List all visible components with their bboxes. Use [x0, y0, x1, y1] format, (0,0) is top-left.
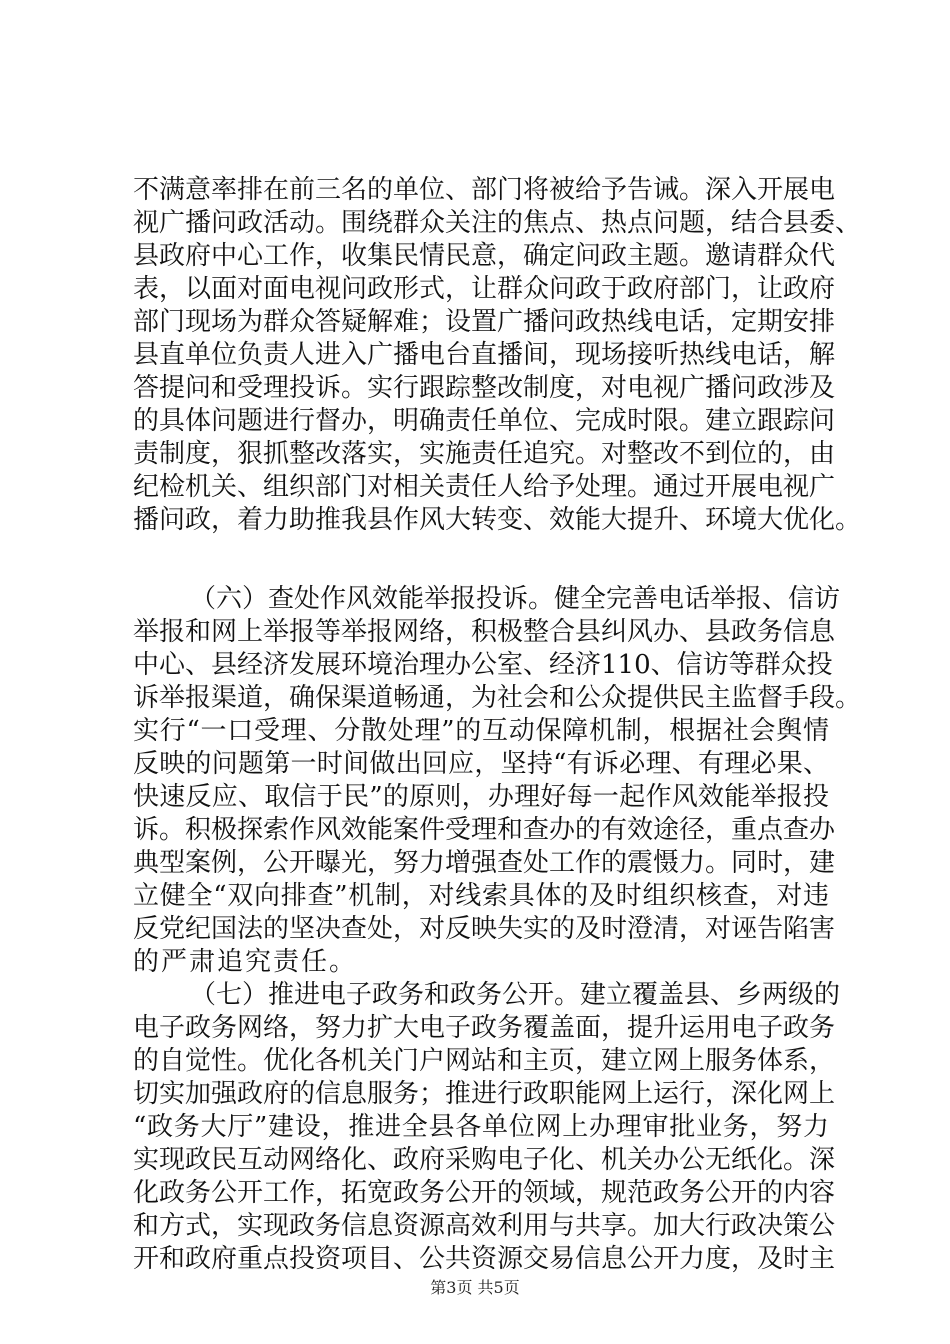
text-line: （六）查处作风效能举报投诉。健全完善电话举报、信访	[190, 584, 841, 614]
text-line: 县政府中心工作，收集民情民意，确定问政主题。邀请群众代	[133, 241, 836, 271]
text-line: 中心、县经济发展环境治理办公室、经济110、信访等群众投	[133, 650, 833, 680]
text-line: 的自觉性。优化各机关门户网站和主页，建立网上服务体系，	[133, 1046, 836, 1076]
page-number-footer: 第3页 共5页	[430, 1278, 520, 1297]
text-line: 纪检机关、组织部门对相关责任人给予处理。通过开展电视广	[133, 472, 836, 502]
text-line: 视广播问政活动。围绕群众关注的焦点、热点问题，结合县委、	[133, 208, 862, 238]
text-line: 诉举报渠道，确保渠道畅通，为社会和公众提供民主监督手段。	[133, 683, 862, 713]
text-line: 典型案例，公开曝光，努力增强查处工作的震慑力。同时，建	[133, 848, 836, 878]
text-line: 县直单位负责人进入广播电台直播间，现场接听热线电话，解	[133, 340, 836, 370]
text-line: 诉。积极探索作风效能案件受理和查办的有效途径，重点查办	[133, 815, 836, 845]
text-line: 举报和网上举报等举报网络，积极整合县纠风办、县政务信息	[133, 617, 836, 647]
text-line: 和方式，实现政务信息资源高效利用与共享。加大行政决策公	[133, 1211, 836, 1241]
text-line: 反党纪国法的坚决查处，对反映失实的及时澄清，对诬告陷害	[133, 914, 836, 944]
text-line: 开和政府重点投资项目、公共资源交易信息公开力度，及时主	[133, 1244, 836, 1274]
text-line: 切实加强政府的信息服务；推进行政职能网上运行，深化网上	[133, 1079, 836, 1109]
text-line: 实行“一口受理、分散处理”的互动保障机制，根据社会舆情	[133, 716, 829, 746]
text-line: “政务大厅”建设，推进全县各单位网上办理审批业务，努力	[133, 1112, 829, 1142]
text-line: 不满意率排在前三名的单位、部门将被给予告诫。深入开展电	[133, 175, 836, 205]
text-line: 表，以面对面电视问政形式，让群众问政于政府部门，让政府	[133, 274, 836, 304]
text-line: 电子政务网络，努力扩大电子政务覆盖面，提升运用电子政务	[133, 1013, 836, 1043]
text-line: 答提问和受理投诉。实行跟踪整改制度，对电视广播问政涉及	[133, 373, 836, 403]
text-line: 立健全“双向排查”机制，对线索具体的及时组织核查，对违	[133, 881, 829, 911]
text-line: 播问政，着力助推我县作风大转变、效能大提升、环境大优化。	[133, 505, 862, 535]
text-line: 反映的问题第一时间做出回应，坚持“有诉必理、有理必果、	[133, 749, 829, 779]
text-line: 部门现场为群众答疑解难；设置广播问政热线电话，定期安排	[133, 307, 836, 337]
text-line: （七）推进电子政务和政务公开。建立覆盖县、乡两级的	[190, 980, 841, 1010]
text-line: 快速反应、取信于民”的原则，办理好每一起作风效能举报投	[133, 782, 829, 812]
text-line: 责制度，狠抓整改落实，实施责任追究。对整改不到位的，由	[133, 439, 836, 469]
text-line: 化政务公开工作，拓宽政务公开的领域，规范政务公开的内容	[133, 1178, 836, 1208]
text-line: 实现政民互动网络化、政府采购电子化、机关办公无纸化。深	[133, 1145, 836, 1175]
text-line: 的严肃追究责任。	[133, 947, 358, 977]
text-line: 的具体问题进行督办，明确责任单位、完成时限。建立跟踪问	[133, 406, 836, 436]
